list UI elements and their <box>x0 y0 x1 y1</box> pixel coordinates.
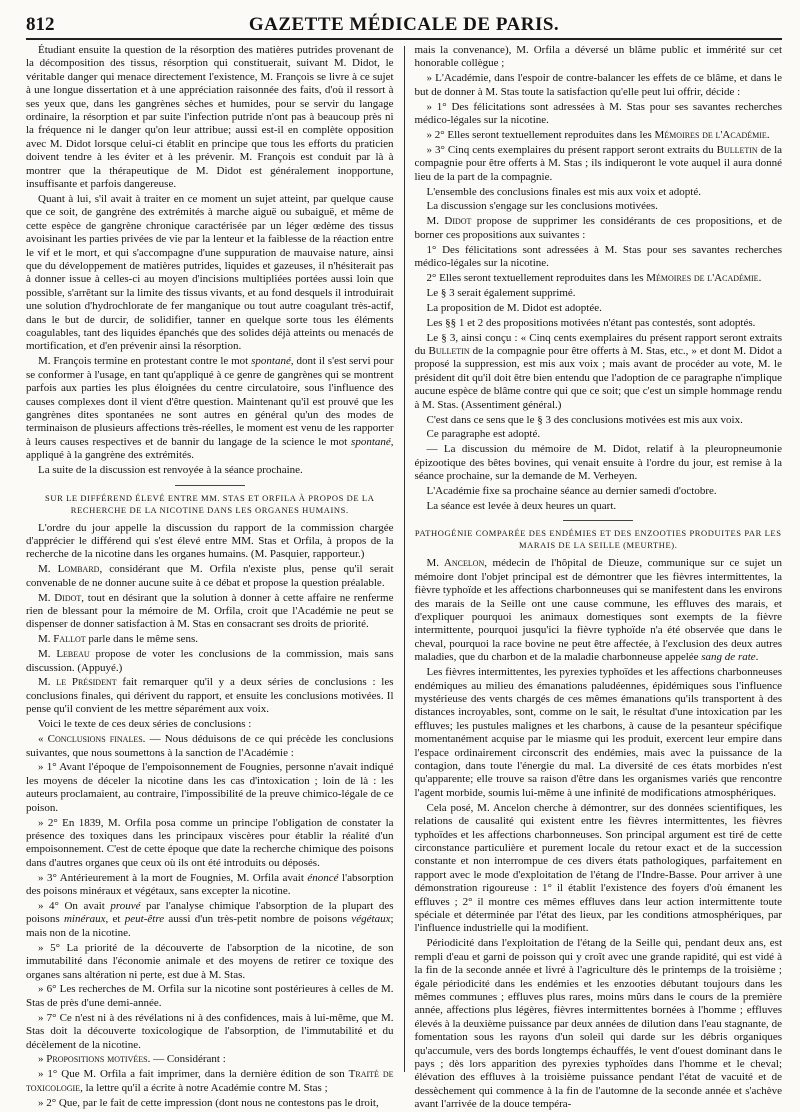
paragraph: Le § 3 serait également supprimé. <box>426 286 576 299</box>
proposition-item: » 1° Que M. Orfila a fait imprimer, dans la dernière édition de son Traité de toxicologie, la lettre qu'il a écrite à notre Académie contre M. Stas ; <box>26 1068 394 1094</box>
section-heading: SUR LE DIFFÉREND ÉLEVÉ ENTRE MM. STAS ET ORFILA À PROPOS DE LA RECHERCHE DE LA NICOTINE DANS LES ORGANES HUMAINS. <box>45 492 375 515</box>
conclusion-item: » 2° En 1839, M. Orfila posa comme un principe l'obligation de constater la présence des toxiques dans les principaux viscères pour établir la réalité d'un empoisonnement. C'est de cette époque que date la recherche chimique des poisons dans d'autres organes que ceux où ils ont été introduits ou déposés. <box>26 816 394 869</box>
paragraph: M. Lebeau propose de voter les conclusions de la commission, mais sans discussion. (Appuyé.) <box>26 648 394 674</box>
conclusion-item: » 5° La priorité de la découverte de l'absorption de la nicotine, de son immutabilité dans l'économie animale et des moyens de retirer ce toxique des organes sans altération ni perte, est due à M. Stas. <box>26 941 394 981</box>
paragraph: » L'Académie, dans l'espoir de contre-balancer les effets de ce blâme, et dans le but de donner à M. Stas toute la satisfaction qu'elle peut lui offrir, décide : <box>414 72 782 98</box>
paragraph: Le § 3, ainsi conçu : « Cinq cents exemplaires du présent rapport seront extraits du Bulletin de la compagnie pour être offerts à M. Stas, etc., » et dont M. Didot a proposé la suppression, est mis aux voix ; mais avant de procéder au vote, M. le président dit qu'il doit être bien entendu que l'adoption de ce paragraphe n'implique aucune espèce de blâme contre qui que ce soit; que c'est un simple hommage rendu à M. Stas. (Assentiment général.) <box>414 331 782 411</box>
paragraph: La proposition de M. Didot est adoptée. <box>426 301 602 314</box>
paragraph: La suite de la discussion est renvoyée à la séance prochaine. <box>38 464 303 477</box>
paragraph: Périodicité dans l'exploitation de l'étang de la Seille qui, pendant deux ans, est rempli d'eau et garni de poisson qui y croît avec une grande rapidité, qui est vidé à la fin de la seconde année et livré à l'agriculture dès le printemps de la troisième ; égale périodicité dans les endémies et les enzooties débutant toujours dans les mêmes communes ; effluves plus rares, moins mûrs dans le cours de la première année, affections plus légères, fièvres intermittentes bornées à l'homme ; effluves élevés à la deuxième puissance par deux années de dilution dans l'eau stagnante, de fomentation sous les rayons d'un soleil qui darde sur les débris organiques qu'accumule, vers des bords longtemps échauffés, le vent d'ouest dominant dans le pays ; dès lors apparition des pyrexies typhoïdes dans l'homme et le cheval; élévation des effluves à la troisième puissance pendant l'état de vacuité et de dessèchement qui commence à la fin de l'automne de la seconde année et s'achève avant l'arrivée de la douce tempéra- <box>414 937 782 1111</box>
paragraph: L'ensemble des conclusions finales est mis aux voix et adopté. <box>426 185 701 198</box>
paragraph: mais la convenance), M. Orfila a déversé un blâme public et immérité sur cet honorable collègue ; <box>414 44 782 70</box>
paragraph: Cela posé, M. Ancelon cherche à démontrer, sur des données scientifiques, les relations de causalité qui existent entre les fièvres intermittentes, les fièvres typhoïdes et les affections charbonneuses. Son principal argument est tiré de cette circonstance particulière et purement locale du retour exact et de la succession constante et non interrompue de ces divers états pathologiques, parfaitement en rapport avec le mode d'exploitation de l'étang de l'Indre-Basse. Pour arriver à une démonstration rigoureuse : 1° il établit l'existence des foyers d'où émanent les effluves ; 2° il montre ces mêmes effluves dans leur action intermittente toute spéciale et déterminée par l'état des lieux, par les conditions atmosphériques, par l'influence industrielle qui la modifient. <box>414 801 782 935</box>
conclusion-item: » 7° Ce n'est ni à des révélations ni à des confidences, mais à lui-même, que M. Stas doit la découverte toxicologique de l'absorption, de l'immutabilité et du décèlement de la nicotine. <box>26 1011 394 1051</box>
paragraph: » 3° Cinq cents exemplaires du présent rapport seront extraits du Bulletin de la compagnie pour être offerts à M. Stas ; ils indiqueront le vote auquel il aura donné lieu de la part de la compagnie. <box>414 143 783 183</box>
section-divider <box>563 520 633 521</box>
paragraph: M. le Président fait remarquer qu'il y a deux séries de conclusions : les conclusions finales, qui dérivent du rapport, et ensuite les conclusions motivées. Il pense qu'il convient de les mettre séparément aux voix. <box>26 676 394 716</box>
journal-title: GAZETTE MÉDICALE DE PARIS. <box>248 14 560 35</box>
paragraph: » 2° Elles seront textuellement reproduites dans les Mémoires de l'Académie. <box>426 128 770 141</box>
conclusion-item: » 1° Avant l'époque de l'empoisonnement de Fougnies, personne n'avait indiqué les moyens de déceler la nicotine dans les cas d'intoxication ; loin de là : les auteurs proclamaient, au contraire, l'impossibilité de la preuve chimico-légale de ce poison. <box>26 761 394 814</box>
paragraph: M. François termine en protestant contre le mot spontané, dont il s'est servi pour se conformer à l'usage, en tant qu'appliqué à ce genre de gangrènes qui se montrent parfois aux parties les plus éloignées du centre circulatoire, sous l'influence des causes complexes dont il vient d'être question. Maintenant qu'il est prouvé que les gangrènes dites spontanées ne sont autres en général qu'un des modes de terminaison de plusieurs affections très-réelles, le moment est venu de les rapporter à leurs causes respectives et de bannir du langage de la science le mot spontané, appliqué à la gangrène des extrémités. <box>26 355 394 462</box>
page-number: 812 <box>26 14 55 35</box>
paragraph: Étudiant ensuite la question de la résorption des matières putrides provenant de la décomposition des tissus, résorption qui constituerait, suivant M. Didot, le véritable danger qui menace directement l'existence, M. François se livre à ce sujet à une longue dissertation et à une appréciation raisonnée des faits, d'où il ressort à ses yeux que, dans les gangrènes sèches et humides, pour se servir du langage ordinaire, la résorption et par suite l'infection putride n'ont pas à beaucoup près ni la fréquence ni le danger qu'on leur attribue; aussi est-il en complète opposition avec M. Didot lorsque celui-ci établit en principe que tous les efforts du praticien doivent tendre à les éviter et à les prévenir. M. François est conduit par là à montrer que la thérapeutique de M. Didot est généralement inopportune, insuffisante et parfois dangereuse. <box>26 44 394 191</box>
paragraph: L'Académie fixe sa prochaine séance au dernier samedi d'octobre. <box>426 485 717 498</box>
page-header <box>26 14 782 40</box>
proposition-item: » 2° Que, par le fait de cette impression (dont nous ne contestons pas le droit, <box>38 1096 379 1109</box>
paragraph: 2° Elles seront textuellement reproduites dans les Mémoires de l'Académie. <box>426 272 762 284</box>
paragraph: Les fièvres intermittentes, les pyrexies typhoïdes et les affections charbonneuses endémiques au milieu des émanations paludéennes, épidémiques sous l'influence mystérieuse des vents chargés de ces mêmes émanations qu'ils transportent à des distances incroyables, sont, comme on le sait, le résultat d'une intoxication par les effluves; les pustules malignes et les charbons, à cause de la pesanteur spécifique momentanément acquise par le miasme qui les produit, exercent leur empire dans l'espace ordinairement circonscrit des endémies, mais avec la puissance de la contagion, dans toute l'énergie du mal. La diversité de ces états morbides n'est qu'apparente; elle trouve sa raison d'être dans les organismes variés que rencontre l'agent morbide, soumis lui-même à une infinité de modifications atmosphériques. <box>414 666 782 799</box>
paragraph: » Propositions motivées. — Considérant : <box>38 1053 226 1066</box>
left-column <box>26 44 404 1109</box>
section-heading: PATHOGÉNIE COMPARÉE DES ENDÉMIES ET DES ENZOOTIES PRODUITES PAR LES MARAIS DE LA SEILLE (MEURTHE). <box>414 528 782 551</box>
paragraph: La séance est levée à deux heures un quart. <box>426 500 617 512</box>
paragraph: Quant à lui, s'il avait à traiter en ce moment un sujet atteint, par quelque cause que ce soit, de gangrène des extrémités à marche aiguë ou subaiguë, et même de cette espèce de gangrène chronique caractérisée par un léger œdème des tissus avoisinant les parties privées de vie par la lenteur et la faiblesse de la réaction entre le vif et le mort, et qui s'accompagne d'une suppuration de mauvaise nature, ainsi que du développement de matières putrides, liquides et gazeuses, il n'hésiterait pas à donner issue à celles-ci au moyen d'incisions multipliées portées aussi loin que possible, s'arrêtant sur la limite des tissus vivants, et au fond desquels il introduirait une solution d'hydrochlorate de fer manganique ou tout autre coagulant très-actif, dans le but de durcir, de solidifier, tanner en quelque sorte tous les éléments coagulables, tant des liquides épanchés que des solides déjà atteints ou menacés de mortification, et d'en prévenir ainsi la résorption. <box>26 192 394 353</box>
paragraph: Ce paragraphe est adopté. <box>426 428 541 441</box>
text-columns <box>26 44 783 1111</box>
paragraph: M. Didot propose de supprimer les considérants de ces propositions, et de borner ces propositions aux suivantes : <box>414 215 782 241</box>
paragraph: Les §§ 1 et 2 des propositions motivées n'étant pas contestés, sont adoptés. <box>426 316 756 329</box>
paragraph: Voici le texte de ces deux séries de conclusions : <box>38 718 252 731</box>
paragraph: La discussion s'engage sur les conclusions motivées. <box>426 200 658 213</box>
section-divider <box>175 485 245 486</box>
paragraph: M. Ancelon, médecin de l'hôpital de Dieuze, communique sur ce sujet un mémoire dont l'objet principal est de démontrer que les fièvres intermittentes, la fièvre typhoïde et les affections charbonneuses qui se manifestent dans les environs des marais de la Seille ont une cause commune, les effluves des marais, et d'expliquer pourquoi les animaux domestiques sont exempts de la fièvre intermittente, pourquoi jusqu'ici la fièvre typhoïde n'a été observée que dans le cheval, pourquoi la race bovine ne peut être affectée, à l'exclusion des deux autres maladies, que du charbon et de la maladie charbonneuse appelée sang de rate. <box>414 557 782 664</box>
conclusion-item: » 6° Les recherches de M. Orfila sur la nicotine sont postérieures à celles de M. Stas de près d'une demi-année. <box>26 983 394 1009</box>
paragraph: M. Lombard, considérant que M. Orfila n'existe plus, pense qu'il serait convenable de ne donner aucune suite à ce débat et propose la question préalable. <box>26 563 394 589</box>
paragraph: M. Fallot parle dans le même sens. <box>38 633 199 646</box>
paragraph: L'ordre du jour appelle la discussion du rapport de la commission chargée d'apprécier le différend qui s'est élevé entre MM. Stas et Orfila, à propos de la recherche de la nicotine dans les organes humains. (M. Pasquier, rapporteur.) <box>26 521 394 561</box>
paragraph: M. Didot, tout en désirant que la solution à donner à cette affaire ne renferme rien de blessant pour la mémoire de M. Orfila, croit que l'Académie ne peut se dispenser de donner satisfaction à M. Stas en consacrant ses droits de priorité. <box>26 591 394 631</box>
paragraph: » 1° Des félicitations sont adressées à M. Stas pour ses savantes recherches médico-légales sur la nicotine. <box>414 100 782 127</box>
paragraph: — La discussion du mémoire de M. Didot, relatif à la pleuropneumonie épizootique des bêtes bovines, qui venait ensuite à l'ordre du jour, est remise à la séance prochaine, sur la demande de M. Verheyen. <box>414 443 782 483</box>
conclusion-item: » 4° On avait prouvé par l'analyse chimique l'absorption de la plupart des poisons minéraux, et peut-être aussi d'un très-petit nombre de poisons végétaux; mais non de la nicotine. <box>26 899 394 939</box>
right-column <box>404 44 783 1111</box>
paragraph: « Conclusions finales. — Nous déduisons de ce qui précède les conclusions suivantes, que nous soumettons à la sanction de l'Académie : <box>26 733 394 759</box>
paragraph: C'est dans ce sens que le § 3 des conclusions motivées est mis aux voix. <box>426 413 743 426</box>
conclusion-item: » 3° Antérieurement à la mort de Fougnies, M. Orfila avait énoncé l'absorption des poisons minéraux et végétaux, sans excepter la nicotine. <box>26 871 394 898</box>
paragraph: 1° Des félicitations sont adressées à M. Stas pour ses savantes recherches médico-légales sur la nicotine. <box>414 243 782 270</box>
